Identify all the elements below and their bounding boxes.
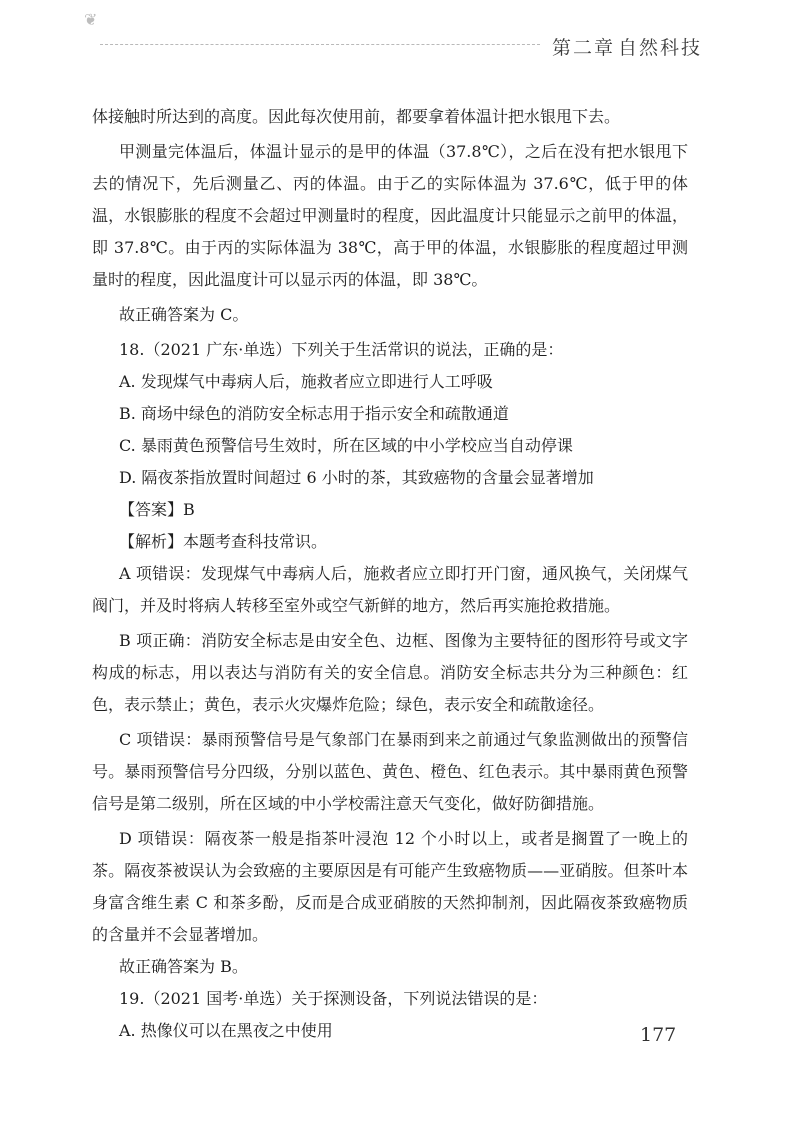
header-section-title: 自然科技 (618, 37, 703, 59)
question-18-option-d: D. 隔夜茶指放置时间超过 6 小时的茶，其致癌物的含量会显著增加 (119, 468, 594, 487)
header-ornament-icon: ❦ (84, 10, 98, 29)
question-18-option-c: C. 暴雨黄色预警信号生效时，所在区域的中小学校应当自动停课 (119, 436, 573, 455)
explanation-a: A 项错误：发现煤气中毒病人后，施救者应立即打开门窗，通风换气，关闭煤气阀门，并及时将病人转移至室外或空气新鲜的地方，然后再实施抢救措施。 (92, 564, 688, 615)
analysis-label: 【解析】本题考查科技常识。 (119, 532, 328, 551)
question-18-option-b: B. 商场中绿色的消防安全标志用于指示安全和疏散通道 (119, 404, 509, 423)
paragraph-answer-c: 故正确答案为 C。 (119, 305, 249, 324)
question-19: 19.（2021 国考·单选）关于探测设备，下列说法错误的是： (119, 989, 548, 1008)
paragraph-continuation: 体接触时所达到的高度。因此每次使用前，都要拿着体温计把水银甩下去。 (92, 107, 621, 126)
question-19-option-a: A. 热像仪可以在黑夜之中使用 (119, 1021, 333, 1040)
page-body (92, 101, 688, 1047)
question-18: 18.（2021 广东·单选）下列关于生活常识的说法，正确的是： (119, 340, 564, 359)
header-rule (100, 44, 540, 45)
explanation-d: D 项错误：隔夜茶一般是指茶叶浸泡 12 个小时以上，或者是搁置了一晚上的茶。隔夜茶被误认为会致癌的主要原因是有可能产生致癌物质——亚硝胺。但茶叶本身富含维生素 C 和茶多酚，反而是合成亚硝胺的天然抑制剂，因此隔夜茶致癌物质的含量并不会显著增加。 (92, 829, 688, 944)
paragraph-explanation: 甲测量完体温后，体温计显示的是甲的体温（37.8℃），之后在没有把水银甩下去的情况下，先后测量乙、丙的体温。由于乙的实际体温为 37.6℃，低于甲的体温，水银膨胀的程度不会超过甲测量时的程度，因此温度计只能显示之前甲的体温，即 37.8℃。由于丙的实际体温为 38℃，高于甲的体温，水银膨胀的程度超过甲测量时的程度，因此温度计可以显示丙的体温，即 38℃。 (92, 142, 688, 289)
explanation-b: B 项正确：消防安全标志是由安全色、边框、图像为主要特征的图形符号或文字构成的标志，用以表达与消防有关的安全信息。消防安全标志共分为三种颜色：红色，表示禁止；黄色，表示火灾爆炸危险；绿色，表示安全和疏散途径。 (92, 631, 688, 714)
header-chapter: 第二章 (552, 37, 616, 59)
page-number: 177 (640, 1024, 677, 1046)
explanation-c: C 项错误：暴雨预警信号是气象部门在暴雨到来之前通过气象监测做出的预警信号。暴雨预警信号分四级，分别以蓝色、黄色、橙色、红色表示。其中暴雨黄色预警信号是第二级别，所在区域的中小学校需注意天气变化，做好防御措施。 (92, 730, 688, 813)
paragraph-answer-b: 故正确答案为 B。 (119, 957, 248, 976)
question-18-option-a: A. 发现煤气中毒病人后，施救者应立即进行人工呼吸 (119, 372, 493, 391)
answer-label: 【答案】B (119, 500, 195, 519)
